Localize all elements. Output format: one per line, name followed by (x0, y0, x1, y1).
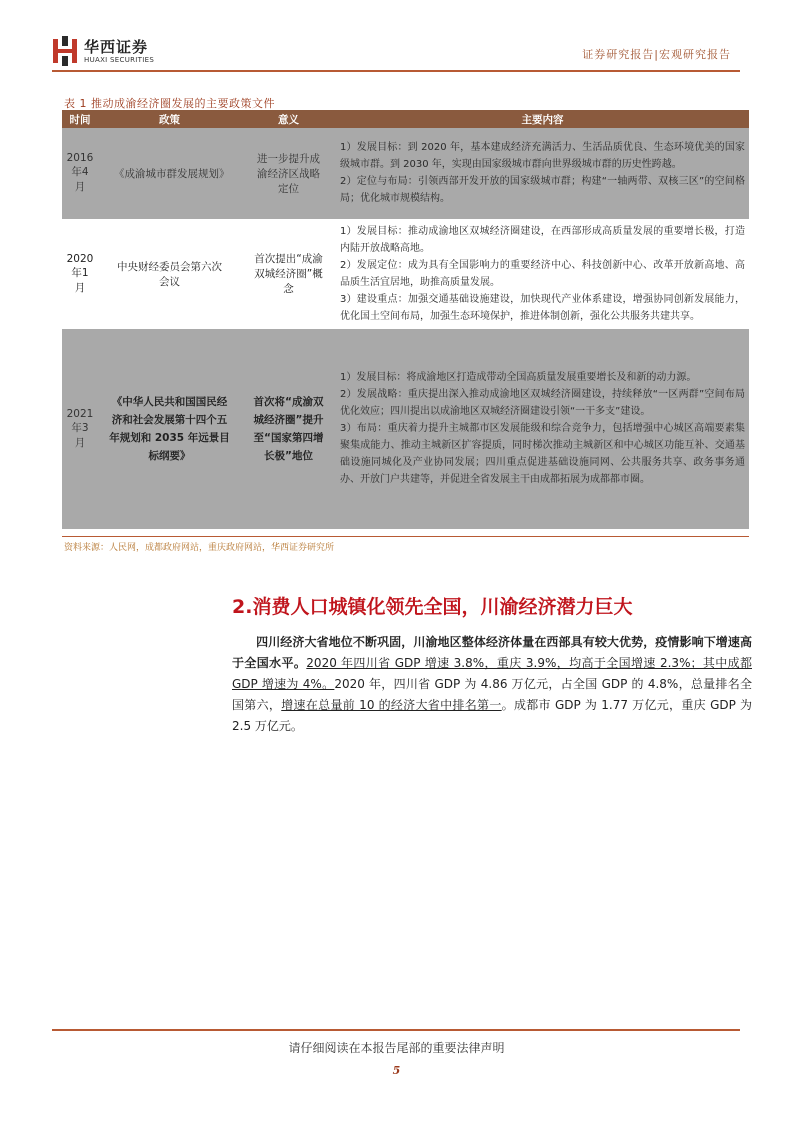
col-header-content: 主要内容 (336, 110, 749, 128)
table-bottom-rule (62, 536, 749, 537)
content-point: 2）发展定位：成为具有全国影响力的重要经济中心、科技创新中心、改革开放新高地、高品质生活宜居地，助推高质量发展。 (340, 259, 745, 288)
para-text-end: 。成都市 GDP 为 1.77 万亿元，重庆 GDP 为 2.5 万亿元。 (232, 698, 752, 733)
content-point: 1）发展目标：到 2020 年，基本建成经济充满活力、生活品质优良、生态环境优美的国家级城市群。到 2030 年，实现由国家级城市群向世界级城市群的历史性跨越。 (340, 142, 745, 171)
brand-name-cn: 华西证券 (84, 38, 149, 56)
body-paragraph (232, 632, 752, 737)
cell-meaning: 进一步提升成渝经济区战略定位 (241, 128, 336, 219)
footer-divider (52, 1029, 740, 1031)
para-underlined-growth: 2020 年四川省 GDP 增速 3.8%，重庆 3.9%，均高于全国增速 2.3%；其中成都 GDP 增速为 4%。 (232, 656, 752, 691)
content-point: 3）建设重点：加强交通基础设施建设，加快现代产业体系建设，增强协同创新发展能力，优化国土空间布局，加强生态环境保护，推进体制创新，强化公共服务共建共享。 (340, 293, 745, 322)
content-point: 3）布局：重庆着力提升主城都市区发展能级和综合竞争力，包括增强中心城区高端要素集聚集成能力、推动主城新区扩容提质，同时梯次推动主城新区和中心城区功能互补、交通基础设施同城化及产业协同发展；四川重点促进基础设施同网、公共服务共享、政务事务通办、开放门户共建等，并促进全省发展主干由成都拓展为成都都市圈。 (340, 423, 745, 485)
table-title: 表 1 推动成渝经济圈发展的主要政策文件 (64, 97, 275, 110)
content-point: 1）发展目标：推动成渝地区双城经济圈建设，在西部形成高质量发展的重要增长极，打造内陆开放战略高地。 (340, 225, 745, 254)
cell-meaning: 首次提出“成渝双城经济圈”概念 (241, 219, 336, 328)
table-row (62, 328, 749, 529)
cell-policy: 《成渝城市群发展规划》 (98, 128, 241, 219)
huaxi-logo-icon (52, 36, 78, 66)
report-type: 证券研究报告|宏观研究报告 (582, 48, 731, 61)
cell-policy: 中央财经委员会第六次会议 (98, 219, 241, 328)
para-lead-bold: 四川经济大省地位不断巩固，川渝地区整体经济体量在西部具有较大优势，疫情影响下增速高于全国水平。 (232, 635, 752, 670)
table-row (62, 219, 749, 328)
section-heading: 2.消费人口城镇化领先全国，川渝经济潜力巨大 (232, 596, 633, 618)
cell-time: 2016 年4 月 (62, 128, 98, 219)
table-row (62, 128, 749, 219)
cell-content (336, 219, 749, 328)
policy-table (62, 110, 749, 530)
legal-disclaimer: 请仔细阅读在本报告尾部的重要法律声明 (288, 1041, 505, 1055)
content-point: 2）发展战略：重庆提出深入推动成渝地区双城经济圈建设，持续释放“一区两群”空间布局优化效应；四川提出以成渝地区双城经济圈建设引领“一干多支”建设。 (340, 389, 745, 417)
table-header-row (62, 110, 749, 128)
content-point: 1）发展目标：将成渝地区打造成带动全国高质量发展重要增长及和新的动力源。 (340, 372, 697, 383)
table-source: 资料来源：人民网，成都政府网站，重庆政府网站，华西证券研究所 (64, 543, 335, 553)
cell-time: 2020 年1 月 (62, 219, 98, 328)
col-header-meaning: 意义 (241, 110, 336, 128)
para-underlined-rank: 增速在总量前 10 的经济大省中排名第一 (281, 698, 502, 712)
cell-meaning: 首次将“成渝双城经济圈”提升至“国家第四增长极”地位 (241, 328, 336, 529)
cell-policy: 《中华人民共和国国民经济和社会发展第十四个五年规划和 2035 年远景目标纲要》 (98, 328, 241, 529)
cell-time: 2021 年3 月 (62, 328, 98, 529)
page-number: 5 (392, 1064, 401, 1077)
content-point: 2）定位与布局：引领西部开发开放的国家级城市群；构建“一轴两带、双核三区”的空间格局；优化城市规模结构。 (340, 176, 745, 205)
header-divider (52, 70, 740, 72)
col-header-policy: 政策 (98, 110, 241, 128)
col-header-time: 时间 (62, 110, 98, 128)
cell-content (336, 128, 749, 219)
cell-content (336, 328, 749, 529)
brand-name-en: HUAXI SECURITIES (84, 56, 155, 64)
para-text: 2020 年，四川省 GDP 为 4.86 万亿元，占全国 GDP 的 4.8%，总量排名全国第六， (232, 677, 752, 712)
